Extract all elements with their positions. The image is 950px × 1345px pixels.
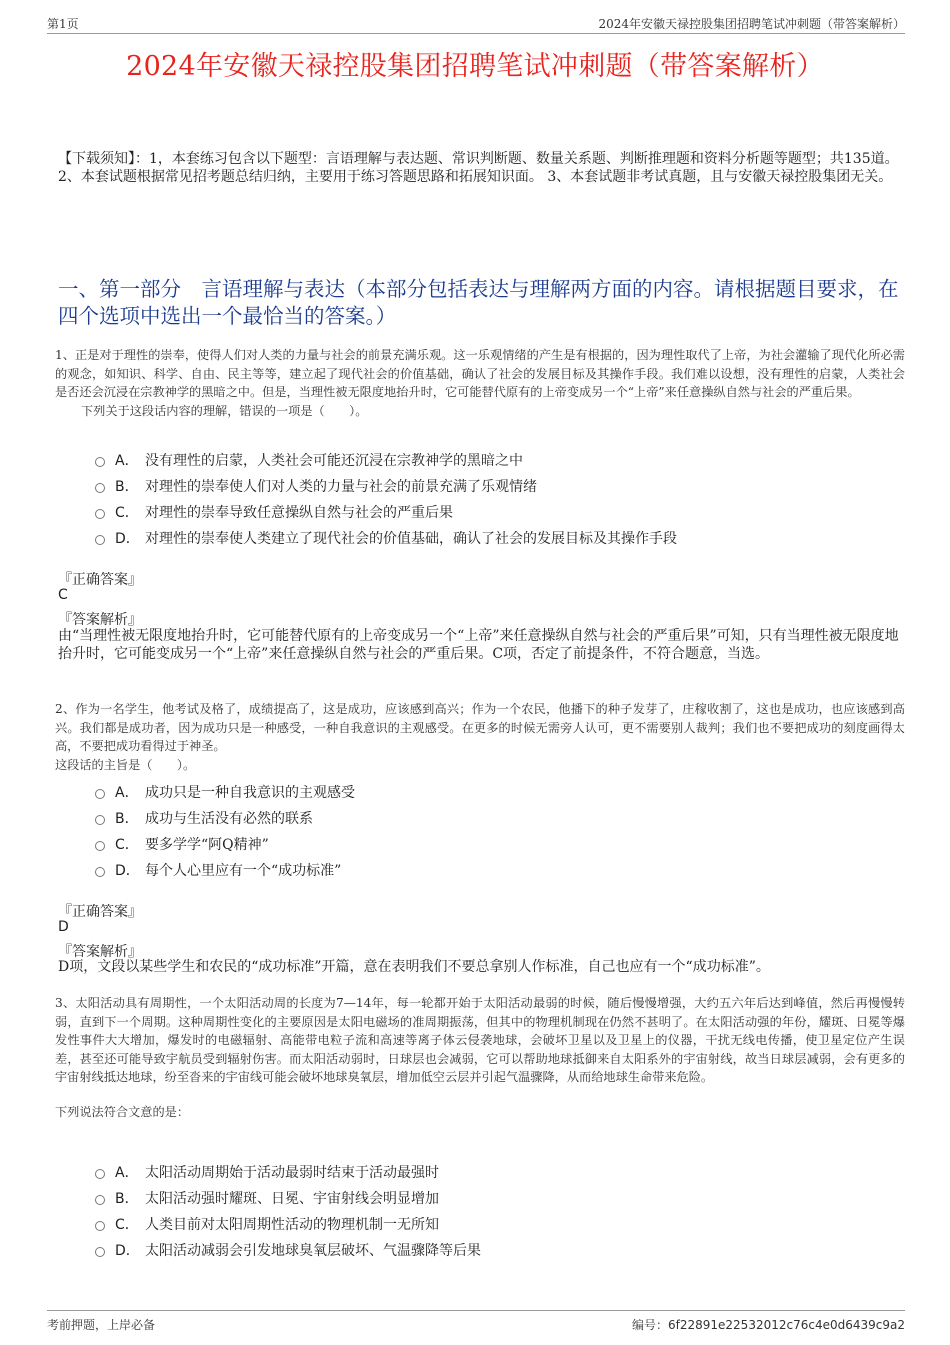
option-a[interactable]: A． 成功只是一种自我意识的主观感受	[95, 782, 895, 808]
page-number: 第1页	[47, 17, 79, 31]
option-a[interactable]: A． 太阳活动周期始于活动最弱时结束于活动最强时	[95, 1162, 895, 1188]
footer-code-value: 6f22891e22532012c76c4e0d6439c9a2	[668, 1318, 905, 1332]
question-1-text: 1、正是对于理性的崇奉，使得人们对人类的力量与社会的前景充满乐观。这一乐观情绪的产生是有根据的，因为理性取代了上帝，为社会灌输了现代化所必需的观念，如知识、科学、自由、民主等等，建立起了现代社会的价值基础，确认了社会的发展目标及其操作手段。我们难以设想，没有理性的启蒙，人类社会是否还会沉浸在宗教神学的黑暗之中。但是，当理性被无限度地抬升时，它可能替代原有的上帝变成另一个“上帝”来任意操纵自然与社会的严重后果。	[55, 348, 905, 400]
radio-icon[interactable]	[95, 483, 105, 493]
radio-icon[interactable]	[95, 509, 105, 519]
question-1-stem	[55, 346, 905, 420]
question-1-options	[95, 450, 895, 554]
option-d[interactable]: D． 对理性的崇奉使人类建立了现代社会的价值基础，确认了社会的发展目标及其操作手段	[95, 528, 895, 554]
page-footer	[47, 1310, 905, 1333]
answer-analysis: D项，文段以某些学生和农民的“成功标准”开篇，意在表明我们不要总拿别人作标准，自己也应有一个“成功标准”。	[58, 959, 770, 975]
option-c[interactable]: C． 人类目前对太阳周期性活动的物理机制一无所知	[95, 1214, 895, 1240]
option-b[interactable]: B． 对理性的崇奉使人们对人类的力量与社会的前景充满了乐观情绪	[95, 476, 895, 502]
radio-icon[interactable]	[95, 535, 105, 545]
radio-icon[interactable]	[95, 815, 105, 825]
question-3-stem	[55, 994, 905, 1122]
question-2-options	[95, 782, 895, 886]
radio-icon[interactable]	[95, 1247, 105, 1257]
option-d[interactable]: D． 每个人心里应有一个“成功标准”	[95, 860, 895, 886]
radio-icon[interactable]	[95, 1221, 105, 1231]
radio-icon[interactable]	[95, 1169, 105, 1179]
section-heading: 一、第一部分 言语理解与表达（本部分包括表达与理解两方面的内容。请根据题目要求，在四个选项中选出一个最恰当的答案。）	[58, 277, 899, 328]
option-d[interactable]: D． 太阳活动减弱会引发地球臭氧层破坏、气温骤降等后果	[95, 1240, 895, 1266]
question-2-prompt: 这段话的主旨是（ ）。	[55, 757, 196, 772]
question-2-text: 2、作为一名学生，他考试及格了，成绩提高了，这是成功，应该感到高兴；作为一个农民，他播下的种子发芽了，庄稼收割了，这也是成功，也应该感到高兴。我们都是成功者，因为成功只是一种感受，一种自我意识的主观感受。在更多的时候无需旁人认可，更不需要别人裁判；我们也不要把成功的刻度画得太高，不要把成功看得过于神圣。	[55, 702, 905, 754]
page-header	[47, 13, 905, 34]
question-3-prompt: 下列说法符合文意的是：	[55, 1104, 190, 1119]
radio-icon[interactable]	[95, 1195, 105, 1205]
answer-label: 『正确答案』	[58, 572, 142, 588]
question-2-stem	[55, 700, 905, 774]
question-1-prompt: 下列关于这段话内容的理解，错误的一项是（ ）。	[81, 403, 368, 418]
answer-value: C	[58, 587, 68, 603]
radio-icon[interactable]	[95, 789, 105, 799]
option-b[interactable]: B． 成功与生活没有必然的联系	[95, 808, 895, 834]
answer-value: D	[58, 919, 69, 935]
footer-slogan: 考前押题，上岸必备	[47, 1318, 156, 1332]
radio-icon[interactable]	[95, 867, 105, 877]
answer-analysis: 由“当理性被无限度地抬升时，它可能替代原有的上帝变成另一个“上帝”来任意操纵自然与社会的严重后果”可知，只有当理性被无限度地抬升时，它可能变成另一个“上帝”来任意操纵自然与社会的严重后果。C项，否定了前提条件，不符合题意，当选。	[58, 628, 899, 662]
analysis-label: 『答案解析』	[58, 612, 142, 628]
question-3-options	[95, 1162, 895, 1266]
option-c[interactable]: C． 要多学学“阿Q精神”	[95, 834, 895, 860]
footer-code-label: 编号：	[631, 1318, 668, 1332]
option-c[interactable]: C． 对理性的崇奉导致任意操纵自然与社会的严重后果	[95, 502, 895, 528]
download-notice: 【下载须知】：1，本套练习包含以下题型：言语理解与表达题、常识判断题、数量关系题、判断推理题和资料分析题等题型；共135道。 2、本套试题根据常见招考题总结归纳，主要用于练习答题思路和拓展知识面。 3、本套试题非考试真题，且与安徽天禄控股集团无关。	[58, 151, 899, 185]
radio-icon[interactable]	[95, 457, 105, 467]
analysis-label: 『答案解析』	[58, 944, 142, 960]
answer-label: 『正确答案』	[58, 904, 142, 920]
question-3-text: 3、太阳活动具有周期性，一个太阳活动周的长度为7—14年，每一轮都开始于太阳活动最弱的时候，随后慢慢增强，大约五六年后达到峰值，然后再慢慢转弱，直到下一个周期。这种周期性变化的主要原因是太阳电磁场的准周期振荡，但其中的物理机制现在仍然不甚明了。在太阳活动强的年份，耀斑、日冕等爆发性事件大大增加，爆发时的电磁辐射、高能带电粒子流和高速等离子体云侵袭地球，会破坏卫星以及卫星上的仪器，干扰无线电传播，使卫星定位产生误差，甚至还可能导致宇航员受到辐射伤害。而太阳活动弱时，日球层也会减弱，它可以帮助地球抵御来自太阳系外的宇宙射线，故当日球层减弱，会有更多的宇宙射线抵达地球，纷至沓来的宇宙线可能会破坏地球臭氧层，增加低空云层并引起气温骤降，从而给地球生命带来危险。	[55, 996, 905, 1085]
option-a[interactable]: A． 没有理性的启蒙，人类社会可能还沉浸在宗教神学的黑暗之中	[95, 450, 895, 476]
radio-icon[interactable]	[95, 841, 105, 851]
page-title: 2024年安徽天禄控股集团招聘笔试冲刺题（带答案解析）	[126, 51, 824, 82]
header-doc-title: 2024年安徽天禄控股集团招聘笔试冲刺题（带答案解析）	[598, 17, 905, 31]
option-b[interactable]: B． 太阳活动强时耀斑、日冕、宇宙射线会明显增加	[95, 1188, 895, 1214]
footer-code	[632, 1316, 905, 1333]
